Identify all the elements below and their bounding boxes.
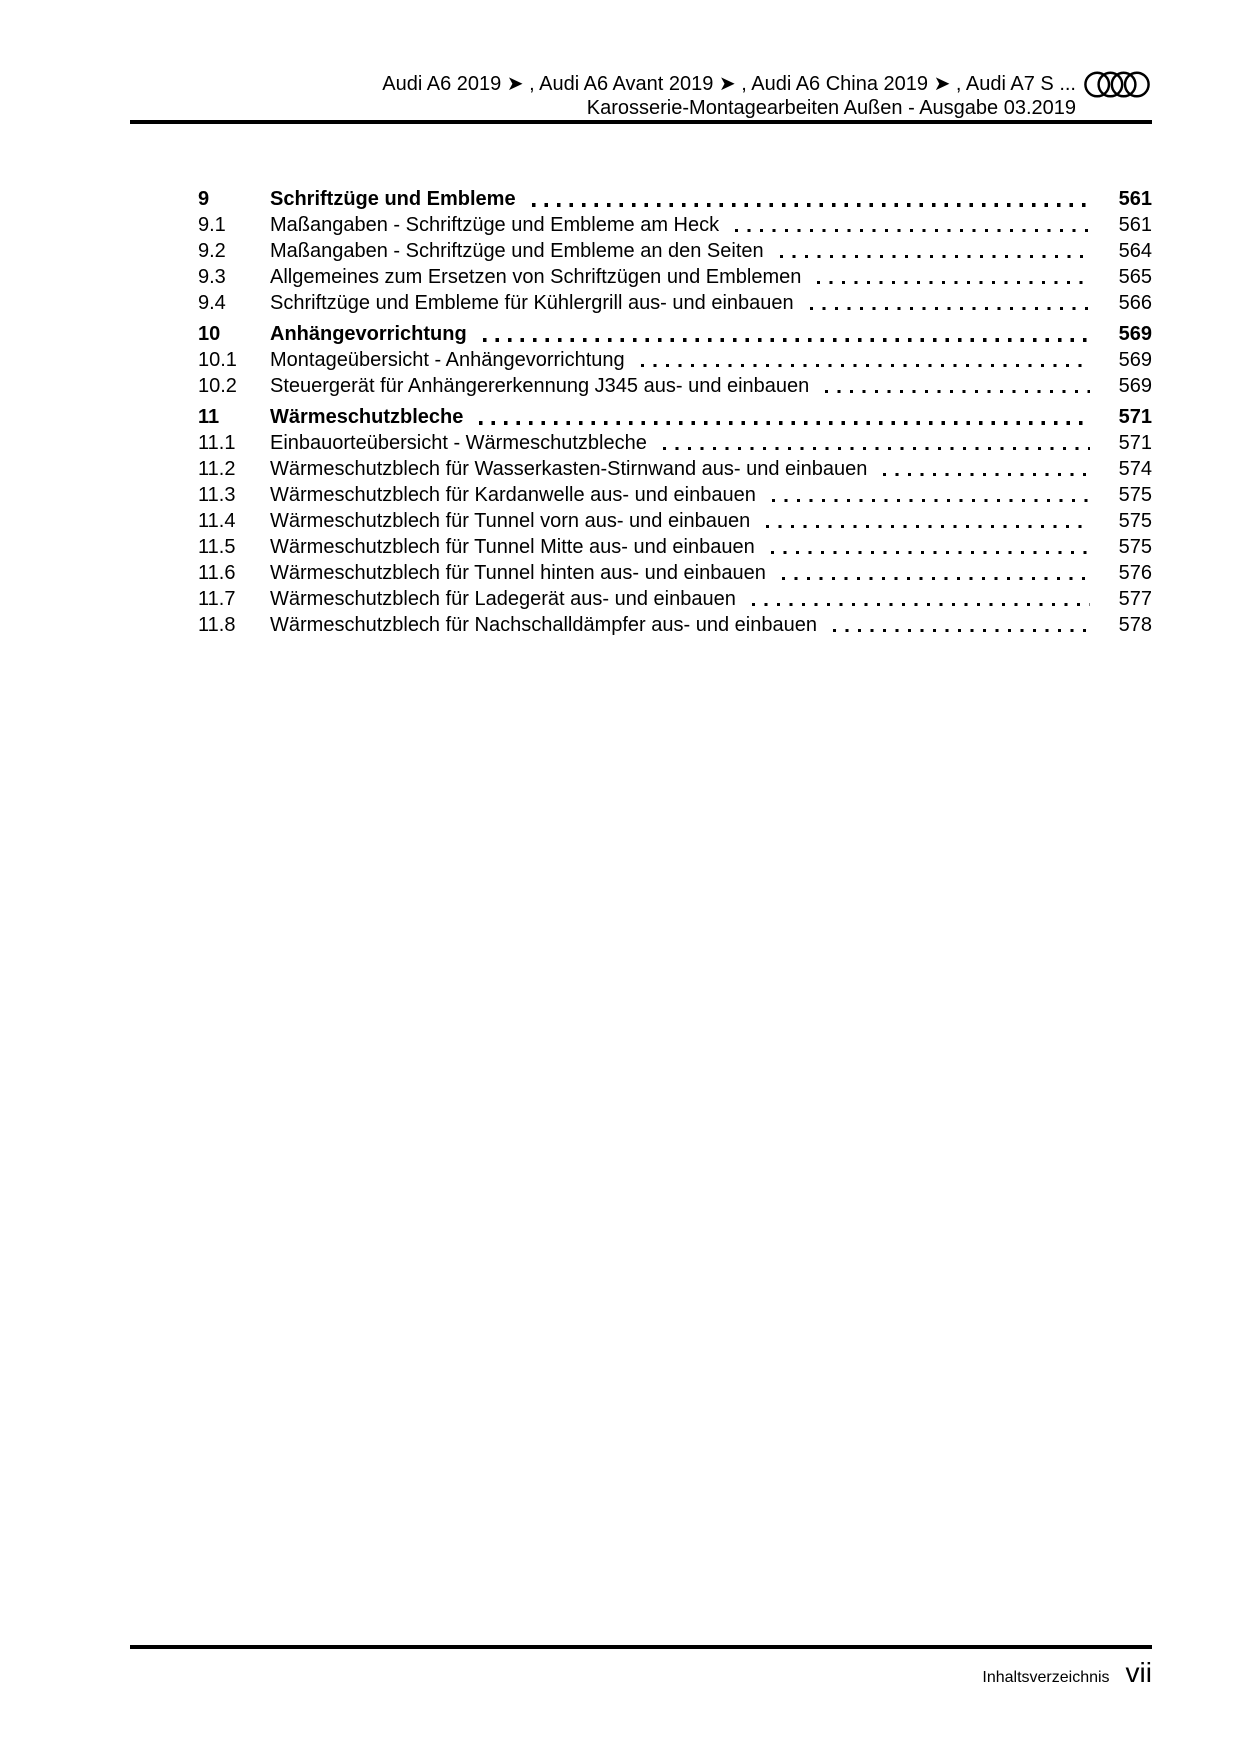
toc-entry-page: 577 — [1118, 588, 1152, 610]
toc-entry-number: 9.2 — [198, 240, 226, 262]
page-header — [130, 72, 1152, 120]
toc-entry-number: 10 — [198, 323, 221, 345]
footer-page-number: vii — [1125, 1657, 1152, 1688]
toc-entry-page: 578 — [1118, 614, 1152, 636]
toc-entry-page: 569 — [1118, 323, 1152, 345]
table-of-contents — [130, 181, 1152, 638]
header-manual-title: Karosserie-Montagearbeiten Außen - Ausgabe 03.2019 — [586, 97, 1076, 119]
dot-leader — [641, 347, 1090, 373]
toc-entry-page: 575 — [1118, 484, 1152, 506]
toc-entry[interactable] — [130, 404, 1152, 430]
toc-entry[interactable] — [130, 321, 1152, 347]
toc-entry-number: 9.3 — [198, 266, 226, 288]
toc-entry-page: 571 — [1118, 406, 1152, 428]
toc-entry-page: 569 — [1118, 349, 1152, 371]
toc-entry[interactable] — [130, 212, 1152, 238]
toc-entry-page: 565 — [1118, 266, 1152, 288]
toc-entry-title: Einbauorteübersicht - Wärmeschutzbleche — [270, 432, 647, 454]
toc-entry[interactable] — [130, 430, 1152, 456]
footer-rule — [130, 1645, 1152, 1649]
toc-entry[interactable] — [130, 534, 1152, 560]
dot-leader — [825, 373, 1090, 399]
dot-leader — [833, 612, 1090, 638]
toc-entry-title: Anhängevorrichtung — [270, 323, 467, 345]
toc-entry-page: 561 — [1118, 188, 1152, 210]
toc-entry[interactable] — [130, 560, 1152, 586]
toc-entry-number: 11.4 — [198, 510, 236, 532]
toc-entry[interactable] — [130, 347, 1152, 373]
header-models-line: Audi A6 2019 ➤ , Audi A6 Avant 2019 ➤ , Audi A6 China 2019 ➤ , Audi A7 S ... — [382, 73, 1076, 95]
toc-entry-page: 575 — [1118, 536, 1152, 558]
toc-entry-page: 574 — [1118, 458, 1152, 480]
toc-entry-title: Steuergerät für Anhängererkennung J345 aus- und einbauen — [270, 375, 810, 397]
toc-entry-number: 11 — [198, 406, 220, 428]
toc-entry-number: 10.2 — [198, 375, 237, 397]
audi-rings-icon — [1084, 69, 1150, 100]
dot-leader — [810, 290, 1090, 316]
dot-leader — [483, 321, 1090, 347]
toc-entry-number: 11.1 — [198, 432, 236, 454]
toc-entry-page: 576 — [1118, 562, 1152, 584]
toc-entry-number: 11.6 — [198, 562, 236, 584]
dot-leader — [532, 186, 1090, 212]
toc-entry-page: 564 — [1118, 240, 1152, 262]
dot-leader — [766, 508, 1090, 534]
toc-entry-page: 566 — [1118, 292, 1152, 314]
toc-entry-number: 9.4 — [198, 292, 226, 314]
dot-leader — [771, 534, 1090, 560]
toc-entry-number: 11.2 — [198, 458, 236, 480]
toc-entry-title: Maßangaben - Schriftzüge und Embleme an den Seiten — [270, 240, 764, 262]
toc-entry-number: 11.7 — [198, 588, 236, 610]
page-footer — [130, 1657, 1152, 1689]
toc-entry-number: 11.3 — [198, 484, 236, 506]
dot-leader — [735, 212, 1090, 238]
footer-section-label: Inhaltsverzeichnis — [982, 1669, 1110, 1686]
toc-entry-title: Wärmeschutzblech für Kardanwelle aus- und einbauen — [270, 484, 756, 506]
toc-entry[interactable] — [130, 238, 1152, 264]
toc-entry-page: 569 — [1118, 375, 1152, 397]
toc-entry[interactable] — [130, 482, 1152, 508]
toc-entry[interactable] — [130, 290, 1152, 316]
toc-entry-number: 9.1 — [198, 214, 226, 236]
dot-leader — [883, 456, 1090, 482]
dot-leader — [479, 404, 1090, 430]
toc-entry-title: Wärmeschutzblech für Tunnel hinten aus- und einbauen — [270, 562, 766, 584]
toc-entry-title: Wärmeschutzbleche — [270, 406, 464, 428]
toc-entry[interactable] — [130, 264, 1152, 290]
toc-entry-title: Schriftzüge und Embleme für Kühlergrill aus- und einbauen — [270, 292, 794, 314]
toc-entry-number: 9 — [198, 188, 210, 210]
toc-entry-page: 575 — [1118, 510, 1152, 532]
dot-leader — [780, 238, 1090, 264]
dot-leader — [772, 482, 1090, 508]
toc-entry[interactable] — [130, 586, 1152, 612]
toc-entry-page: 561 — [1118, 214, 1152, 236]
toc-entry-number: 10.1 — [198, 349, 237, 371]
toc-entry-title: Allgemeines zum Ersetzen von Schriftzügen und Emblemen — [270, 266, 802, 288]
toc-entry-title: Wärmeschutzblech für Ladegerät aus- und einbauen — [270, 588, 736, 610]
header-rule — [130, 120, 1152, 124]
toc-entry-title: Maßangaben - Schriftzüge und Embleme am Heck — [270, 214, 720, 236]
toc-entry-title: Wärmeschutzblech für Nachschalldämpfer aus- und einbauen — [270, 614, 817, 636]
toc-entry-title: Wärmeschutzblech für Wasserkasten-Stirnwand aus- und einbauen — [270, 458, 868, 480]
toc-entry[interactable] — [130, 373, 1152, 399]
toc-entry-title: Montageübersicht - Anhängevorrichtung — [270, 349, 625, 371]
toc-entry[interactable] — [130, 508, 1152, 534]
toc-entry-number: 11.8 — [198, 614, 236, 636]
toc-entry[interactable] — [130, 456, 1152, 482]
dot-leader — [663, 430, 1090, 456]
dot-leader — [817, 264, 1090, 290]
dot-leader — [752, 586, 1090, 612]
toc-entry-page: 571 — [1118, 432, 1152, 454]
toc-entry-title: Schriftzüge und Embleme — [270, 188, 516, 210]
toc-entry[interactable] — [130, 612, 1152, 638]
toc-entry-title: Wärmeschutzblech für Tunnel vorn aus- und einbauen — [270, 510, 751, 532]
toc-entry-title: Wärmeschutzblech für Tunnel Mitte aus- und einbauen — [270, 536, 755, 558]
toc-entry-number: 11.5 — [198, 536, 236, 558]
dot-leader — [782, 560, 1090, 586]
toc-entry[interactable] — [130, 186, 1152, 212]
